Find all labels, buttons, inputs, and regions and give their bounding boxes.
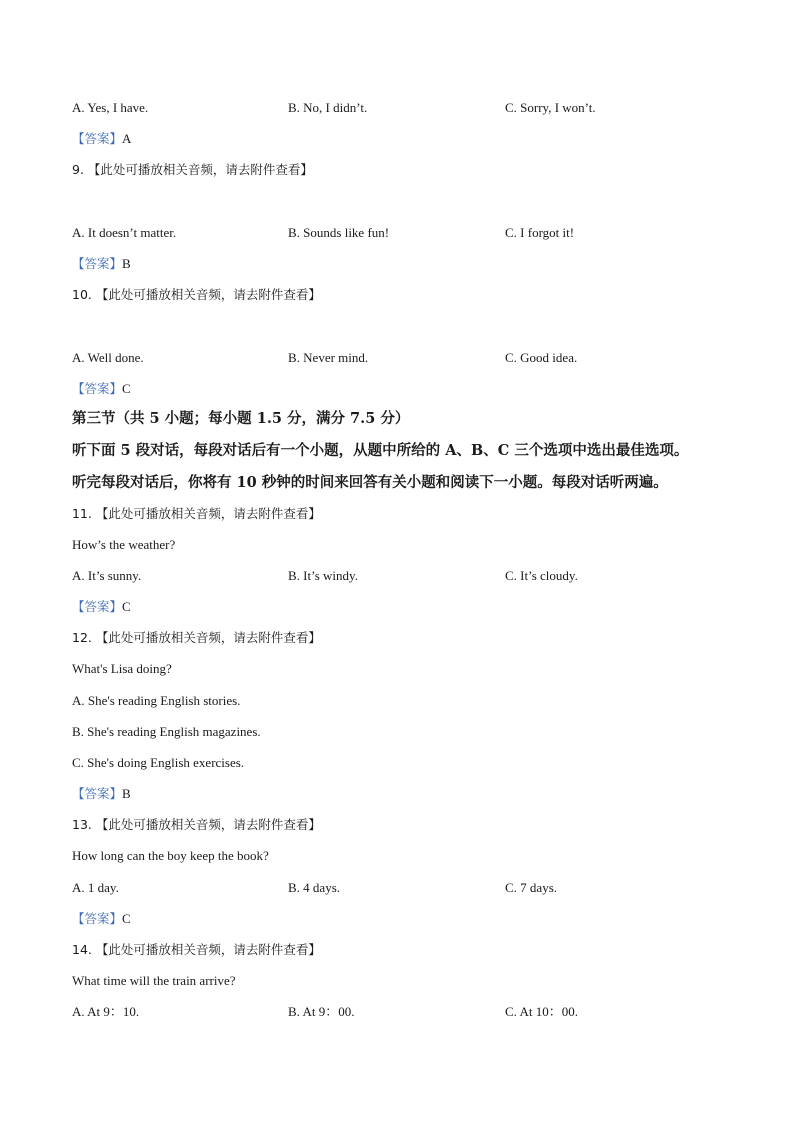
q12-answer [72, 786, 131, 802]
q10-option-b: B. Never mind. [288, 350, 369, 365]
q10-title: 10. 【此处可播放相关音频，请去附件查看】 [72, 287, 321, 302]
section-instruction-2: 听完每段对话后，你将有 10 秒钟的时间来回答有关小题和阅读下一小题。每段对话听两遍。 [72, 474, 668, 491]
q13-title: 13. 【此处可播放相关音频，请去附件查看】 [72, 817, 321, 832]
q8-answer [72, 131, 131, 147]
q8-option-a: A. Yes, I have. [72, 100, 149, 115]
q13-option-c: C. 7 days. [505, 880, 557, 895]
q14-title: 14. 【此处可播放相关音频，请去附件查看】 [72, 942, 321, 957]
q13-answer [72, 911, 131, 927]
q12-question: What's Lisa doing? [72, 661, 172, 676]
q9-title: 9. 【此处可播放相关音频，请去附件查看】 [72, 162, 313, 177]
q11-answer [72, 599, 131, 615]
q9-option-b: B. Sounds like fun! [288, 225, 390, 240]
q12-title: 12. 【此处可播放相关音频，请去附件查看】 [72, 630, 321, 645]
q10-option-a: A. Well done. [72, 350, 144, 365]
answer-value: C [122, 599, 131, 614]
q13-question: How long can the boy keep the book? [72, 848, 269, 863]
q8-option-c: C. Sorry, I won’t. [505, 100, 596, 115]
answer-value: C [122, 381, 131, 396]
q9-option-c: C. I forgot it! [505, 225, 575, 240]
q13-option-a: A. 1 day. [72, 880, 119, 895]
q14-option-c: C. At 10：00. [505, 1004, 578, 1019]
section-heading: 第三节（共 5 小题；每小题 1.5 分，满分 7.5 分） [72, 410, 410, 427]
answer-value: B [122, 256, 131, 271]
answer-tag: 【答案】 [72, 256, 123, 271]
q8-option-b: B. No, I didn’t. [288, 100, 368, 115]
q12-option-b: B. She's reading English magazines. [72, 724, 261, 739]
answer-value: A [122, 131, 132, 146]
q10-option-c: C. Good idea. [505, 350, 578, 365]
q9-answer [72, 256, 131, 272]
answer-tag: 【答案】 [72, 131, 123, 146]
q14-option-b: B. At 9：00. [288, 1004, 355, 1019]
answer-value: B [122, 786, 131, 801]
answer-tag: 【答案】 [72, 599, 123, 614]
q10-answer [72, 381, 131, 397]
section-instruction-1: 听下面 5 段对话，每段对话后有一个小题，从题中所给的 A、B、C 三个选项中选出最佳选项。 [72, 442, 689, 459]
q14-option-a: A. At 9：10. [72, 1004, 140, 1019]
q14-question: What time will the train arrive? [72, 973, 236, 988]
q12-option-c: C. She's doing English exercises. [72, 755, 245, 770]
answer-tag: 【答案】 [72, 786, 123, 801]
q11-option-a: A. It’s sunny. [72, 568, 142, 583]
q9-option-a: A. It doesn’t matter. [72, 225, 177, 240]
q11-option-b: B. It’s windy. [288, 568, 358, 583]
q11-question: How’s the weather? [72, 537, 176, 552]
answer-tag: 【答案】 [72, 911, 123, 926]
q12-option-a: A. She's reading English stories. [72, 693, 241, 708]
q13-option-b: B. 4 days. [288, 880, 340, 895]
q11-option-c: C. It’s cloudy. [505, 568, 578, 583]
answer-value: C [122, 911, 131, 926]
answer-tag: 【答案】 [72, 381, 123, 396]
q11-title: 11. 【此处可播放相关音频，请去附件查看】 [72, 506, 321, 521]
